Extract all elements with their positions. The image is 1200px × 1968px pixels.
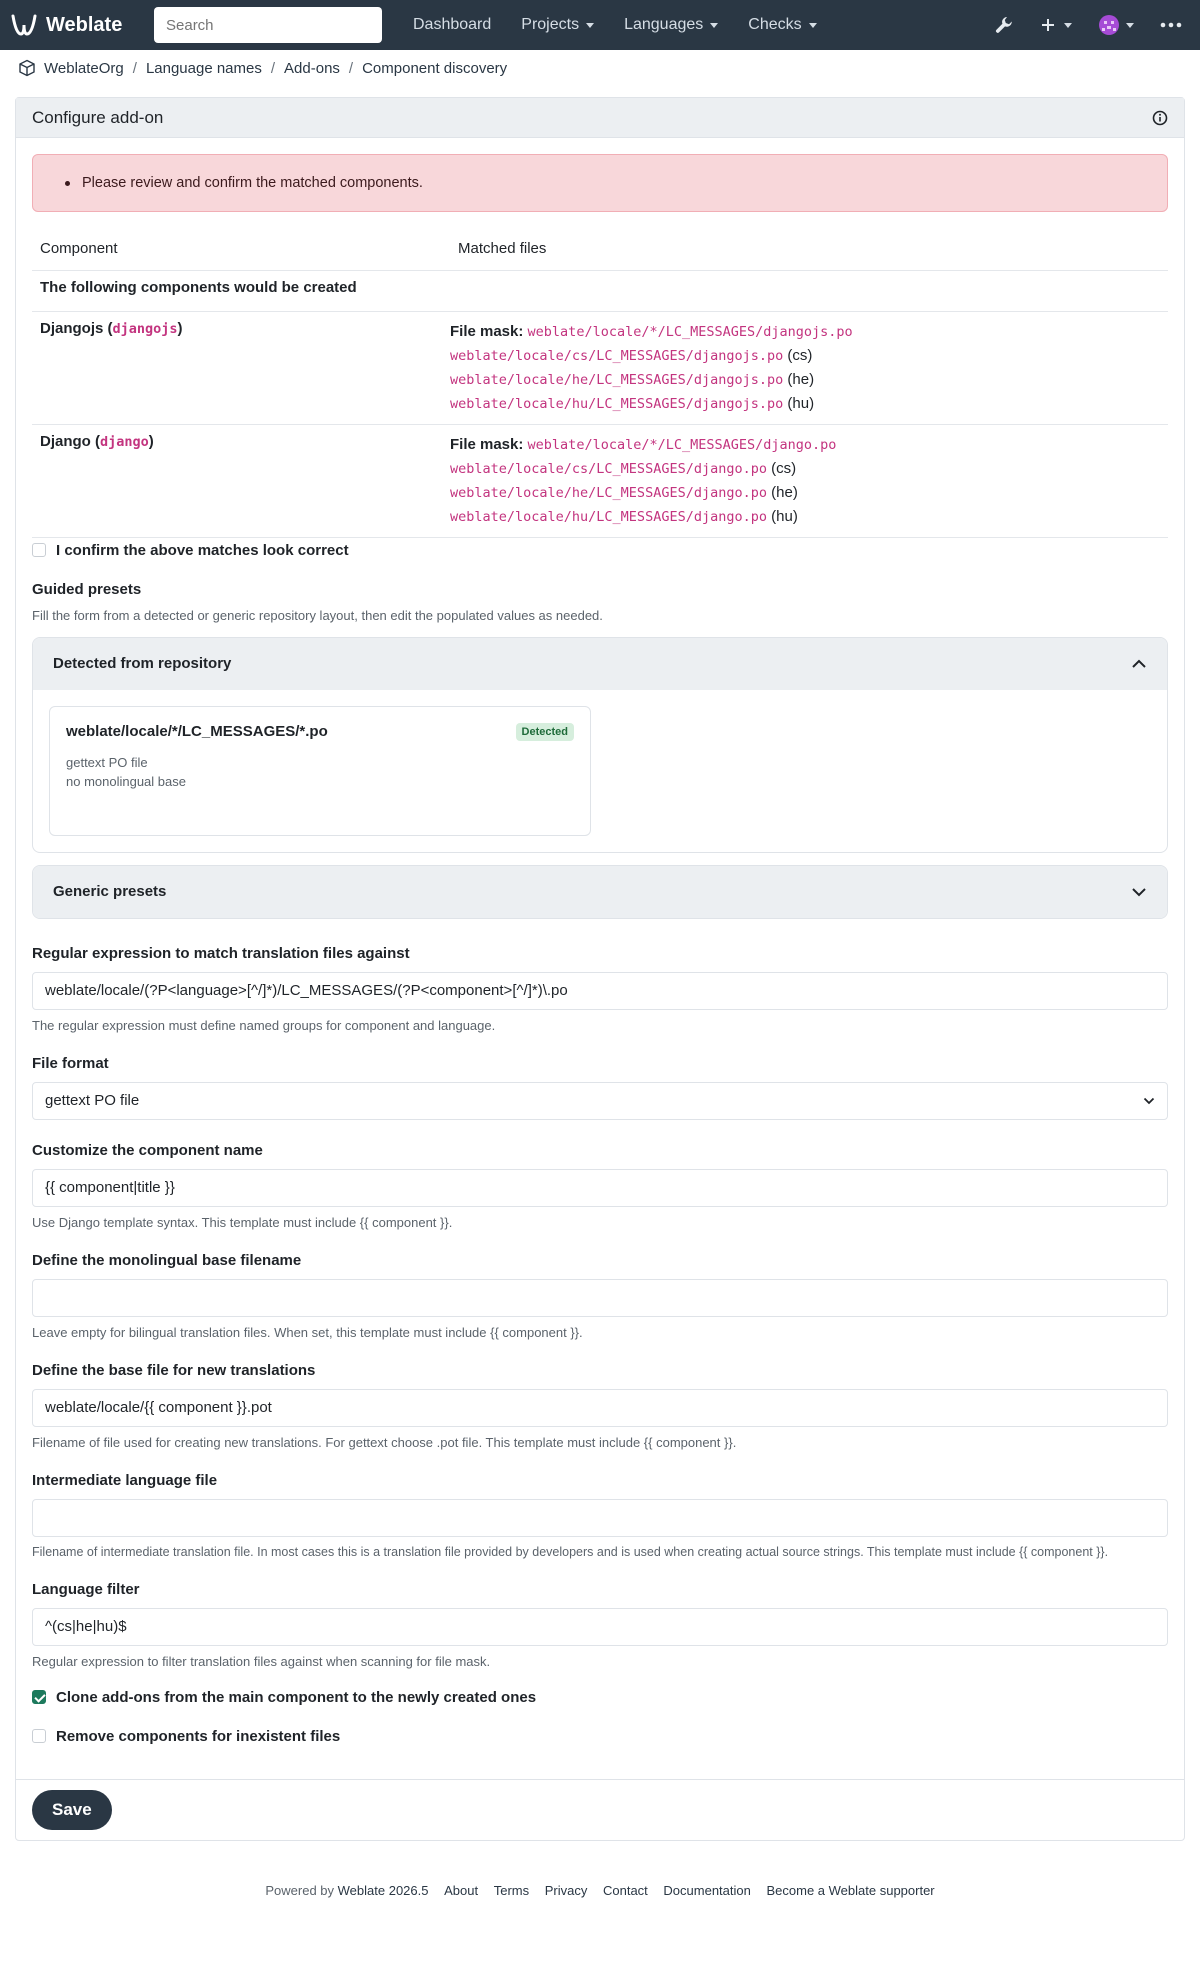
file-mask: weblate/locale/*/LC_MESSAGES/django.po [527, 436, 837, 453]
caret-down-icon [710, 23, 718, 28]
chevron-down-icon [1143, 1097, 1155, 1105]
nav-actions [994, 14, 1190, 36]
nav-languages-label: Languages [624, 16, 704, 33]
files-cell [450, 311, 1168, 424]
caret-down-icon [1126, 23, 1134, 28]
detected-presets-accordion [32, 637, 1168, 853]
component-cell: Django (django) [32, 424, 450, 537]
remove-components-label: Remove components for inexistent files [56, 1727, 341, 1745]
footer-supporter-link[interactable]: Become a Weblate supporter [766, 1882, 935, 1898]
new-base-label: Define the base file for new translations [32, 1361, 316, 1379]
footer-terms-link[interactable]: Terms [493, 1882, 530, 1898]
file-format-label: File format [32, 1054, 109, 1072]
new-base-help: Filename of file used for creating new translations. For gettext choose .pot file. This template must include {{ component }}. [32, 1434, 737, 1450]
powered-by-label: Powered by [265, 1882, 335, 1898]
file-format-select[interactable] [32, 1082, 1168, 1120]
file-mask: weblate/locale/*/LC_MESSAGES/djangojs.po [527, 323, 853, 340]
language-filter-label: Language filter [32, 1580, 140, 1598]
regex-label: Regular expression to match translation files against [32, 944, 410, 962]
ellipsis-icon [1160, 22, 1182, 28]
nav-dashboard[interactable] [398, 16, 506, 34]
table-row [32, 424, 1168, 537]
info-icon[interactable] [1152, 110, 1168, 126]
component-slug: django [100, 433, 149, 450]
component-name: Django [40, 432, 91, 450]
breadcrumb-separator: / [270, 59, 276, 77]
intermediate-file-label: Intermediate language file [32, 1471, 218, 1489]
caret-down-icon [586, 23, 594, 28]
matched-file-language: (hu) [787, 394, 815, 412]
organization-icon [18, 59, 36, 77]
nav-dashboard-label: Dashboard [413, 16, 492, 33]
file-mask-label: File mask: [450, 322, 524, 340]
checkbox-box[interactable] [32, 1729, 46, 1743]
detected-presets-title: Detected from repository [53, 655, 232, 672]
detected-presets-toggle[interactable] [33, 638, 1167, 690]
monolingual-base-input[interactable] [32, 1279, 1168, 1317]
regex-help: The regular expression must define named groups for component and language. [32, 1017, 496, 1033]
caret-down-icon [809, 23, 817, 28]
caret-down-icon [1064, 23, 1072, 28]
top-navbar [0, 0, 1200, 50]
chevron-up-icon [1131, 659, 1147, 669]
matched-file-language: (he) [771, 483, 798, 501]
user-menu-button[interactable] [1098, 14, 1134, 36]
monolingual-base-label: Define the monolingual base filename [32, 1251, 302, 1269]
preset-title: weblate/locale/*/LC_MESSAGES/*.po [66, 723, 328, 740]
component-name-help: Use Django template syntax. This template must include {{ component }}. [32, 1214, 453, 1230]
clone-addons-label: Clone add-ons from the main component to the newly created ones [56, 1688, 537, 1706]
card-footer [16, 1779, 1184, 1840]
breadcrumb-project[interactable]: Language names [145, 59, 262, 77]
file-format-value: gettext PO file [45, 1092, 140, 1109]
remove-components-checkbox[interactable] [32, 1728, 1168, 1745]
more-menu-button[interactable] [1160, 22, 1182, 28]
matched-file: weblate/locale/hu/LC_MESSAGES/django.po [450, 508, 767, 525]
component-cell: Djangojs (djangojs) [32, 311, 450, 424]
nav-projects[interactable] [506, 16, 609, 34]
confirm-matches-checkbox[interactable] [32, 542, 1168, 559]
main-nav [398, 16, 832, 34]
language-filter-input[interactable]: ^(cs|he|hu)$ [32, 1608, 1168, 1646]
checkbox-box[interactable] [32, 543, 46, 557]
detected-presets-body [33, 690, 1167, 852]
brand-link[interactable] [10, 13, 154, 37]
confirm-matches-label: I confirm the above matches look correct [56, 541, 349, 559]
checkbox-checked-icon[interactable] [32, 1690, 46, 1704]
generic-presets-toggle[interactable] [33, 866, 1167, 918]
save-button[interactable]: Save [32, 1790, 112, 1830]
configure-addon-card [15, 97, 1185, 1841]
detected-preset-card[interactable] [49, 706, 591, 836]
footer-contact-link[interactable]: Contact [602, 1882, 648, 1898]
preset-format: gettext PO file [66, 754, 148, 770]
matched-components-table [32, 228, 1168, 537]
matched-file: weblate/locale/cs/LC_MESSAGES/djangojs.po [450, 347, 784, 364]
component-name-label: Customize the component name [32, 1141, 263, 1159]
avatar-icon [1098, 14, 1120, 36]
regex-input[interactable]: weblate/locale/(?P<language>[^/]*)/LC_MESSAGES/(?P<component>[^/]*)\.po [32, 972, 1168, 1010]
footer-documentation-link[interactable]: Documentation [663, 1882, 751, 1898]
component-name-input[interactable]: {{ component|title }} [32, 1169, 1168, 1207]
breadcrumb-separator: / [132, 59, 137, 77]
matched-file: weblate/locale/hu/LC_MESSAGES/djangojs.po [450, 395, 784, 412]
weblate-logo-icon [10, 13, 38, 37]
matched-file-language: (cs) [787, 346, 813, 364]
breadcrumb [0, 50, 1200, 86]
card-body [16, 138, 1184, 1779]
matched-file: weblate/locale/he/LC_MESSAGES/djangojs.po [450, 371, 784, 388]
guided-presets-title: Guided presets [32, 580, 142, 598]
breadcrumb-separator: / [348, 59, 354, 77]
breadcrumb-addons[interactable]: Add-ons [284, 59, 340, 77]
footer-about-link[interactable]: About [444, 1882, 479, 1898]
matched-file: weblate/locale/cs/LC_MESSAGES/django.po [450, 460, 767, 477]
matched-file: weblate/locale/he/LC_MESSAGES/django.po [450, 484, 767, 501]
preset-base: no monolingual base [66, 773, 186, 789]
wrench-icon [994, 15, 1014, 35]
file-mask-label: File mask: [450, 435, 524, 453]
footer-version-link[interactable]: Weblate 2026.5 [337, 1882, 429, 1898]
table-row [32, 311, 1168, 424]
bullet-icon [65, 181, 70, 186]
plus-icon [1040, 17, 1056, 33]
error-alert [32, 154, 1168, 212]
column-header-matched-files: Matched files [458, 240, 547, 258]
monolingual-base-help: Leave empty for bilingual translation files. When set, this template must include {{ component }}. [32, 1324, 583, 1340]
card-title: Configure add-on [32, 107, 164, 127]
files-cell [450, 424, 1168, 537]
wrench-button[interactable] [994, 15, 1014, 35]
footer-privacy-link[interactable]: Privacy [544, 1882, 588, 1898]
add-menu-button[interactable] [1040, 17, 1072, 33]
column-header-component: Component [40, 240, 118, 258]
guided-presets-description: Fill the form from a detected or generic repository layout, then edit the populated values as needed. [32, 607, 603, 623]
detected-badge: Detected [516, 723, 574, 741]
chevron-down-icon [1131, 887, 1147, 897]
search-input[interactable] [154, 7, 382, 43]
breadcrumb-org-label: WeblateOrg [44, 59, 124, 77]
group-header: The following components would be created [32, 270, 1168, 311]
brand-name: Weblate [46, 13, 123, 36]
alert-message: Please review and confirm the matched components. [82, 175, 423, 191]
clone-addons-checkbox[interactable] [32, 1689, 1168, 1706]
generic-presets-title: Generic presets [53, 883, 167, 900]
nav-projects-label: Projects [521, 16, 580, 33]
generic-presets-accordion [32, 865, 1168, 919]
language-filter-help: Regular expression to filter translation files against when scanning for file mask. [32, 1653, 491, 1669]
intermediate-file-help: Filename of intermediate translation file. In most cases this is a translation file provided by developers and is used when creating actual source strings. This template must include {{ component }}. [32, 1544, 1109, 1559]
new-base-input[interactable]: weblate/locale/{{ component }}.pot [32, 1389, 1168, 1427]
page-footer [0, 1883, 1200, 1898]
component-slug: djangojs [112, 320, 178, 337]
breadcrumb-current[interactable]: Component discovery [362, 59, 508, 77]
nav-languages[interactable] [609, 16, 733, 34]
component-name: Djangojs [40, 319, 104, 337]
nav-checks-label: Checks [748, 16, 802, 33]
intermediate-file-input[interactable] [32, 1499, 1168, 1537]
matched-file-language: (hu) [771, 507, 798, 525]
matched-file-language: (cs) [771, 459, 797, 477]
nav-checks[interactable] [733, 16, 831, 34]
card-header [16, 98, 1184, 138]
breadcrumb-org[interactable] [18, 59, 124, 77]
matched-file-language: (he) [787, 370, 815, 388]
